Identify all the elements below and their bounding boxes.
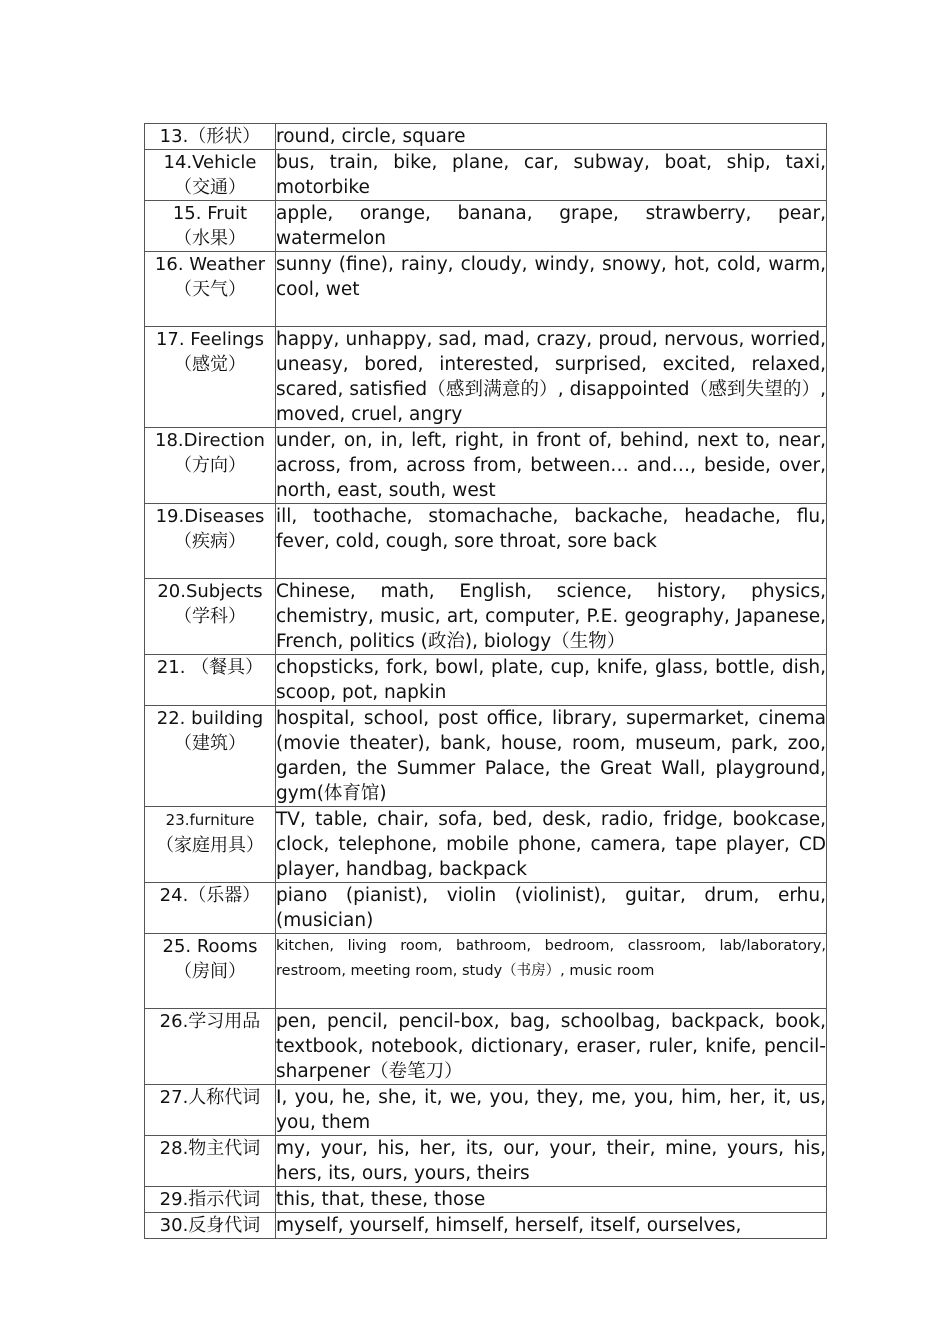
table-row	[145, 579, 827, 655]
category-cell	[145, 883, 276, 934]
vocabulary-table	[144, 123, 827, 1239]
category-cell	[145, 201, 276, 252]
words-cell: TV, table, chair, sofa, bed, desk, radio, fridge, bookcase, clock, telephone, mobile phone, camera, tape player, CD player, handbag, backpack	[276, 807, 827, 883]
words-cell: pen, pencil, pencil-box, bag, schoolbag, backpack, book, textbook, notebook, dictionary, eraser, ruler, knife, pencil-sharpener（卷笔刀）	[276, 1009, 827, 1085]
words-cell: chopsticks, fork, bowl, plate, cup, knife, glass, bottle, dish, scoop, pot, napkin	[276, 655, 827, 706]
category-label: 19.Diseases	[155, 506, 265, 527]
table-row	[145, 934, 827, 1009]
category-cell	[145, 150, 276, 201]
table-row	[145, 1009, 827, 1085]
category-cell	[145, 1136, 276, 1187]
category-cell	[145, 934, 276, 1009]
table-row	[145, 201, 827, 252]
table-row	[145, 1213, 827, 1239]
category-label: 30.反身代词	[159, 1215, 261, 1236]
table-row	[145, 1187, 827, 1213]
words-cell: Chinese, math, English, science, history, physics, chemistry, music, art, computer, P.E. geography, Japanese, French, politics (政治), biology（生物）	[276, 579, 827, 655]
table-row	[145, 124, 827, 150]
category-chinese-label: （交通）	[174, 177, 246, 198]
category-label: 28.物主代词	[159, 1138, 261, 1159]
category-label: 27.人称代词	[159, 1087, 261, 1108]
words-cell: I, you, he, she, it, we, you, they, me, you, him, her, it, us, you, them	[276, 1085, 827, 1136]
category-label: 13.（形状）	[159, 126, 261, 147]
table-row	[145, 327, 827, 428]
category-cell	[145, 327, 276, 428]
words-cell: my, your, his, her, its, our, your, their, mine, yours, his, hers, its, ours, yours, theirs	[276, 1136, 827, 1187]
category-cell	[145, 252, 276, 327]
category-cell	[145, 1009, 276, 1085]
category-cell	[145, 428, 276, 504]
category-cell	[145, 807, 276, 883]
category-cell	[145, 504, 276, 579]
table-row	[145, 428, 827, 504]
category-label: 16. Weather	[154, 254, 266, 275]
table-row	[145, 504, 827, 579]
category-label: 25. Rooms	[162, 936, 258, 957]
table-row	[145, 883, 827, 934]
table-row	[145, 706, 827, 807]
words-cell: sunny (fine), rainy, cloudy, windy, snowy, hot, cold, warm, cool, wet	[276, 252, 827, 327]
table-row	[145, 252, 827, 327]
category-chinese-label: （房间）	[174, 961, 246, 982]
category-chinese-label: （建筑）	[174, 733, 246, 754]
category-label: 24.（乐器）	[159, 885, 261, 906]
category-cell	[145, 579, 276, 655]
words-cell: this, that, these, those	[276, 1187, 827, 1213]
category-label: 29.指示代词	[159, 1189, 261, 1210]
category-cell	[145, 1187, 276, 1213]
table-row	[145, 655, 827, 706]
words-cell: round, circle, square	[276, 124, 827, 150]
words-cell: kitchen, living room, bathroom, bedroom, classroom, lab/laboratory, restroom, meeting room, study（书房）, music room	[276, 934, 827, 1009]
category-chinese-label: （学科）	[174, 606, 246, 627]
category-label: 17. Feelings	[155, 329, 265, 350]
category-chinese-label: （家庭用具）	[156, 835, 264, 856]
category-chinese-label: （感觉）	[174, 354, 246, 375]
category-label: 26.学习用品	[159, 1011, 261, 1032]
words-cell: hospital, school, post office, library, supermarket, cinema (movie theater), bank, house, room, museum, park, zoo, garden, the Summer Palace, the Great Wall, playground, gym(体育馆)	[276, 706, 827, 807]
category-label: 20.Subjects	[157, 581, 263, 602]
category-label: 14.Vehicle	[163, 152, 257, 173]
category-chinese-label: （水果）	[174, 228, 246, 249]
words-cell: bus, train, bike, plane, car, subway, boat, ship, taxi, motorbike	[276, 150, 827, 201]
category-cell	[145, 1085, 276, 1136]
category-chinese-label: （方向）	[174, 455, 246, 476]
category-cell	[145, 655, 276, 706]
category-label: 22. building	[156, 708, 264, 729]
category-label: 18.Direction	[155, 430, 265, 451]
words-cell: under, on, in, left, right, in front of, behind, next to, near, across, from, across from, between… and…, beside, over, north, east, south, west	[276, 428, 827, 504]
category-cell	[145, 124, 276, 150]
category-chinese-label: （天气）	[174, 279, 246, 300]
table-row	[145, 807, 827, 883]
category-cell	[145, 706, 276, 807]
category-label: 15. Fruit	[172, 203, 248, 224]
table-row	[145, 1136, 827, 1187]
words-cell: happy, unhappy, sad, mad, crazy, proud, nervous, worried, uneasy, bored, interested, surprised, excited, relaxed, scared, satisfied（感到满意的）, disappointed（感到失望的）, moved, cruel, angry	[276, 327, 827, 428]
category-chinese-label: （疾病）	[174, 531, 246, 552]
table-row	[145, 150, 827, 201]
category-label: 21. （餐具）	[156, 657, 264, 678]
category-label: 23.furniture	[165, 811, 255, 829]
category-cell	[145, 1213, 276, 1239]
words-cell: apple, orange, banana, grape, strawberry, pear, watermelon	[276, 201, 827, 252]
words-cell: ill, toothache, stomachache, backache, headache, flu, fever, cold, cough, sore throat, sore back	[276, 504, 827, 579]
table-row	[145, 1085, 827, 1136]
words-cell: myself, yourself, himself, herself, itself, ourselves,	[276, 1213, 827, 1239]
words-cell: piano (pianist), violin (violinist), guitar, drum, erhu, (musician)	[276, 883, 827, 934]
